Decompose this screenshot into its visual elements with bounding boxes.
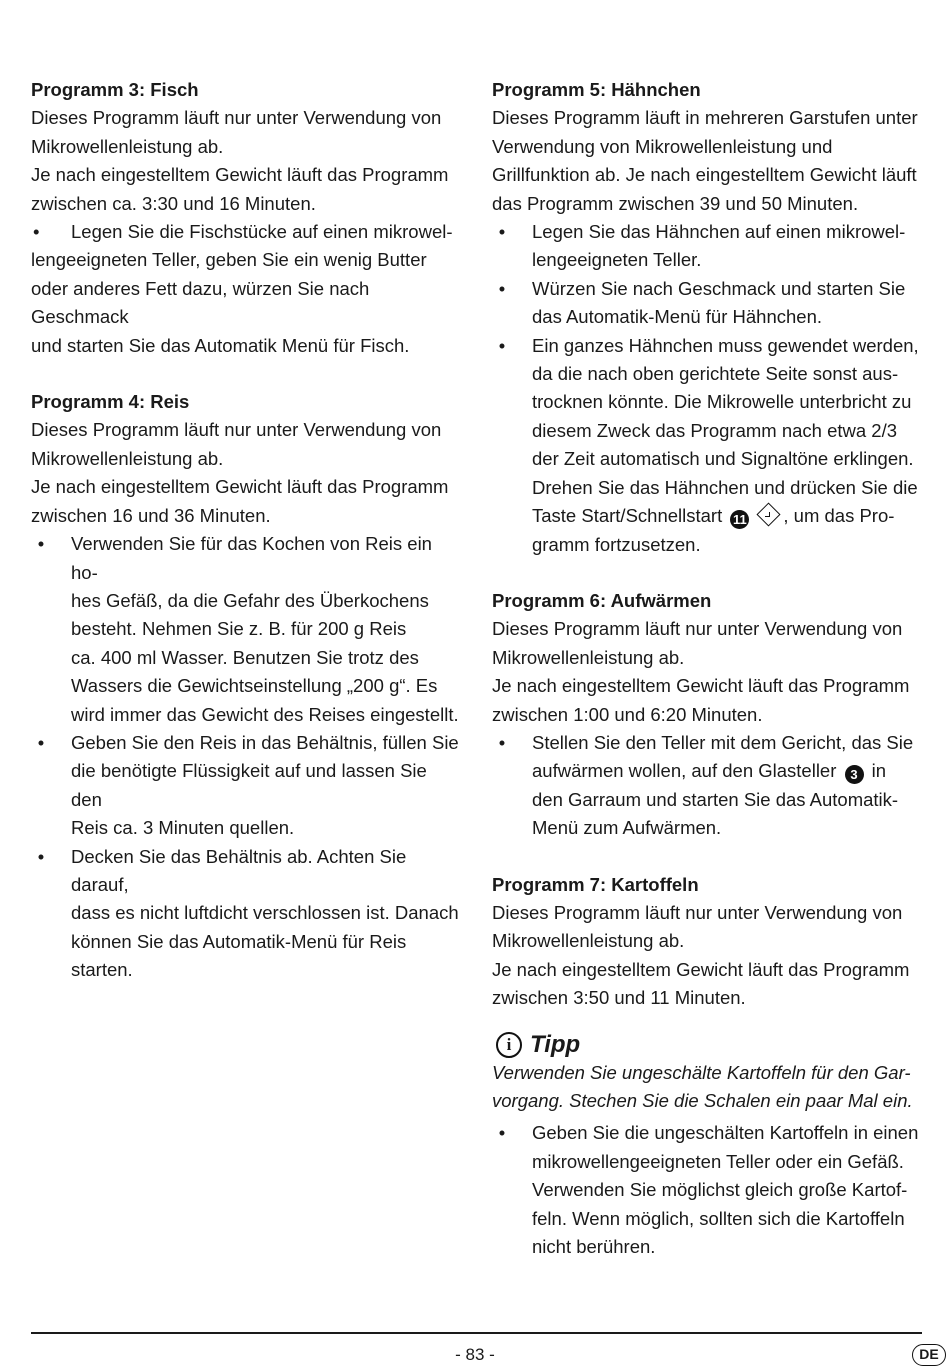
text-line: Dieses Programm läuft nur unter Verwendung von <box>492 618 903 640</box>
section-title: Programm 7: Kartoffeln <box>492 873 699 895</box>
reference-number-badge: 11 <box>730 510 749 529</box>
right-column <box>492 76 922 1261</box>
text-line: Je nach eingestelltem Gewicht läuft das Programm <box>492 675 910 697</box>
bullet-icon: • <box>33 221 40 243</box>
tipp-box <box>492 1031 922 1262</box>
list-item: • Legen Sie das Hähnchen auf einen mikrowel- lengeeigneten Teller. <box>492 218 922 275</box>
text-line: Mikrowellenleistung ab. <box>31 447 224 469</box>
list-item: • Geben Sie den Reis in das Behältnis, füllen Sie die benötigte Flüssigkeit auf und lassen Sie den Reis ca. 3 Minuten quellen. <box>31 729 461 843</box>
text-line: Je nach eingestelltem Gewicht läuft das Programm <box>31 164 449 186</box>
section-programm-3 <box>31 76 461 360</box>
tipp-header <box>492 1031 922 1059</box>
bullet-icon: • <box>37 731 45 753</box>
bullet-list <box>492 729 922 843</box>
tipp-title: Tipp <box>530 1030 581 1058</box>
text-line: • Legen Sie die Fischstücke auf einen mikrowel- <box>31 221 453 242</box>
text-line: zwischen 1:00 und 6:20 Minuten. <box>492 703 763 725</box>
text-line: Je nach eingestelltem Gewicht läuft das Programm <box>492 958 910 980</box>
text-line: Verwenden Sie ungeschälte Kartoffeln für den Gar- <box>492 1061 911 1083</box>
list-item: • Decken Sie das Behältnis ab. Achten Sie darauf, dass es nicht luftdicht verschlossen ist. Danach können Sie das Automatik-Menü für Reis starten. <box>31 843 461 985</box>
text-line: das Programm zwischen 39 und 50 Minuten. <box>492 192 859 214</box>
bullet-icon: • <box>498 221 506 243</box>
text-line: und starten Sie das Automatik Menü für Fisch. <box>31 334 410 356</box>
list-item: • Geben Sie die ungeschälten Kartoffeln in einen mikrowellengeeigneten Teller oder ein Gefäß. Verwenden Sie möglichst gleich große Kartof- feln. Wenn möglich, sollten sich die Kartoffeln nicht berühren. <box>492 1119 922 1261</box>
bullet-icon: • <box>37 533 45 555</box>
section-title: Programm 3: Fisch <box>31 79 199 100</box>
bullet-icon: • <box>498 1122 506 1144</box>
page-number: - 83 - <box>455 1345 495 1364</box>
section-title: Programm 4: Reis <box>31 391 190 413</box>
list-item <box>31 218 461 360</box>
info-icon: i <box>496 1032 522 1058</box>
footer-divider <box>31 1332 922 1334</box>
section-programm-7 <box>492 871 922 1013</box>
list-item: • Stellen Sie den Teller mit dem Gericht, das Sie aufwärmen wollen, auf den Glasteller 3 in den Garraum und starten Sie das Automatik- Menü zum Aufwärmen. <box>492 729 922 843</box>
text-line: Dieses Programm läuft nur unter Verwendung von <box>492 901 903 923</box>
text-line: Mikrowellenleistung ab. <box>492 930 685 952</box>
bullet-list <box>492 1119 922 1261</box>
bullet-icon: • <box>37 845 45 867</box>
text-line: oder anderes Fett dazu, würzen Sie nach Geschmack <box>31 277 370 328</box>
bullet-icon: • <box>498 277 506 299</box>
section-programm-6 <box>492 587 922 843</box>
text-line: lengeeigneten Teller, geben Sie ein wenig Butter <box>31 249 427 271</box>
text-line: Grillfunktion ab. Je nach eingestelltem Gewicht läuft <box>492 164 917 186</box>
start-button-icon <box>757 503 781 527</box>
bullet-list <box>492 218 922 559</box>
text-line: Je nach eingestelltem Gewicht läuft das Programm <box>31 476 449 498</box>
section-title: Programm 6: Aufwärmen <box>492 589 712 611</box>
text-line: Dieses Programm läuft nur unter Verwendung von <box>31 107 442 129</box>
text-line: vorgang. Stechen Sie die Schalen ein paar Mal ein. <box>492 1090 913 1111</box>
bullet-list <box>31 530 461 985</box>
left-column <box>31 76 461 1013</box>
text-line: Mikrowellenleistung ab. <box>31 135 224 157</box>
bullet-list <box>31 218 461 360</box>
section-programm-4 <box>31 388 461 985</box>
list-item: • Würzen Sie nach Geschmack und starten Sie das Automatik-Menü für Hähnchen. <box>492 275 922 332</box>
list-item: • Ein ganzes Hähnchen muss gewendet werden, da die nach oben gerichtete Seite sonst aus- trocknen könnte. Die Mikrowelle unterbricht zu diesem Zweck das Programm nach etwa 2/3 der Zeit automatisch und Signaltöne erklingen. Drehen Sie das Hähnchen und drücken Sie die Taste Start/Schnellstart 11 , um das Pro- gramm fortzusetzen. <box>492 332 922 559</box>
text-line: Dieses Programm läuft nur unter Verwendung von <box>31 419 442 441</box>
text-line: Dieses Programm läuft in mehreren Garstufen unter <box>492 107 918 129</box>
text-line: zwischen 16 und 36 Minuten. <box>31 504 271 526</box>
text-line: Verwendung von Mikrowellenleistung und <box>492 135 833 157</box>
text-line: zwischen ca. 3:30 und 16 Minuten. <box>31 192 316 214</box>
text-line: Mikrowellenleistung ab. <box>492 646 685 668</box>
bullet-icon: • <box>498 334 506 356</box>
bullet-icon: • <box>498 731 506 753</box>
text-line: zwischen 3:50 und 11 Minuten. <box>492 987 746 1009</box>
language-badge: DE <box>912 1344 946 1366</box>
section-title: Programm 5: Hähnchen <box>492 79 701 100</box>
section-programm-5 <box>492 76 922 559</box>
list-item: • Verwenden Sie für das Kochen von Reis ein ho- hes Gefäß, da die Gefahr des Überkochens besteht. Nehmen Sie z. B. für 200 g Reis ca. 400 ml Wasser. Benutzen Sie trotz des Wassers die Gewichtseinstellung „200 g“. Es wird immer das Gewicht des Reises eingestellt. <box>31 530 461 729</box>
reference-number-badge: 3 <box>845 765 864 784</box>
